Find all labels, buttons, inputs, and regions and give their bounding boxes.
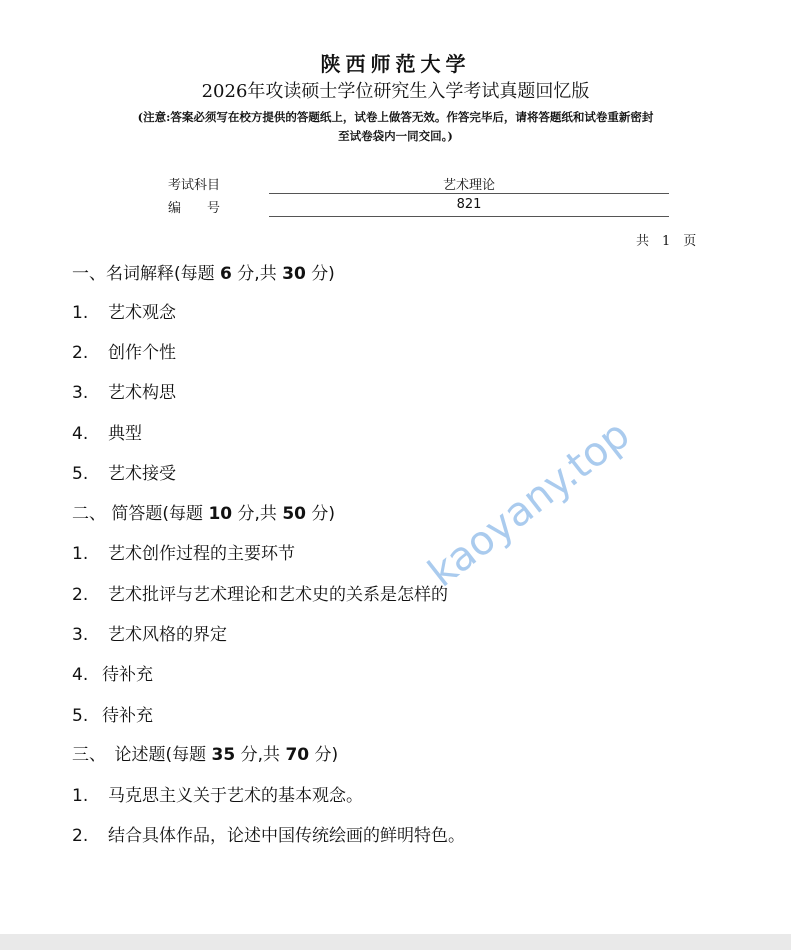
item-number: 3.: [72, 383, 89, 403]
watermark: kaoyany.top: [420, 411, 639, 597]
list-item: [72, 298, 176, 323]
code-label: 编 号: [168, 201, 221, 216]
list-item: [72, 459, 176, 484]
item-text: 创作个性: [108, 343, 176, 363]
list-item: [72, 580, 448, 605]
section-heading-1: [72, 259, 335, 284]
item-number: 2.: [72, 585, 89, 605]
section-3-suffix: 分): [314, 745, 339, 765]
item-text: 艺术构思: [108, 383, 176, 403]
item-text: 典型: [108, 424, 142, 444]
item-text: 待补充: [102, 665, 153, 685]
item-text: 马克思主义关于艺术的基本观念。: [108, 786, 363, 806]
item-text: 艺术批评与艺术理论和艺术史的关系是怎样的: [108, 585, 448, 605]
university-name: 陕西师范大学: [320, 52, 471, 76]
section-heading-3: [72, 740, 338, 765]
code-underline: [269, 216, 669, 217]
list-item: [72, 378, 176, 403]
section-1-points-total: 30: [282, 264, 306, 284]
item-number: 4.: [72, 424, 89, 444]
item-number: 2.: [72, 826, 89, 846]
item-text: 艺术创作过程的主要环节: [108, 544, 295, 564]
exam-title: 2026年攻读硕士学位研究生入学考试真题回忆版: [201, 81, 590, 102]
notice-line-1: (注意:答案必须写在校方提供的答题纸上，试卷上做答无效。作答完毕后，请将答题纸和试卷重新密封: [137, 110, 654, 124]
section-1-suffix: 分): [311, 264, 335, 284]
page-count: 共 1 页: [636, 234, 697, 249]
section-3-points-each: 35: [211, 745, 236, 765]
subject-row: [0, 174, 791, 194]
list-item: [72, 821, 465, 846]
item-number: 1.: [72, 544, 89, 564]
item-text: 艺术风格的界定: [108, 625, 227, 645]
list-item: [72, 338, 176, 363]
item-text: 艺术观念: [108, 303, 176, 323]
section-3-mid: 分,共: [240, 745, 281, 765]
section-2-mid: 分,共: [237, 504, 277, 524]
list-item: [72, 701, 153, 726]
item-number: 1.: [72, 303, 89, 323]
item-number: 3.: [72, 625, 89, 645]
section-1-points-each: 6: [220, 264, 232, 284]
list-item: [72, 620, 227, 645]
list-item: [72, 419, 142, 444]
section-1-mid: 分,共: [237, 264, 277, 284]
section-2-suffix: 分): [311, 504, 336, 524]
item-text: 结合具体作品，论述中国传统绘画的鲜明特色。: [108, 826, 465, 846]
item-number: 5.: [72, 706, 89, 726]
code-value: 821: [456, 197, 482, 212]
section-heading-2: [72, 499, 335, 524]
list-item: [72, 781, 363, 806]
notice-line-2: 至试卷袋内一同交回。): [338, 129, 453, 143]
item-number: 4.: [72, 665, 89, 685]
item-number: 2.: [72, 343, 89, 363]
section-3-points-total: 70: [285, 745, 310, 765]
section-3-prefix: 三、 论述题(每题: [72, 745, 207, 765]
section-2-prefix: 二、 简答题(每题: [72, 504, 204, 524]
item-text: 待补充: [102, 706, 153, 726]
section-2-points-total: 50: [282, 504, 307, 524]
exam-notice: [40, 108, 751, 146]
subject-underline: [269, 193, 669, 194]
item-number: 1.: [72, 786, 89, 806]
section-2-points-each: 10: [208, 504, 233, 524]
code-row: [0, 197, 791, 217]
item-text: 艺术接受: [108, 464, 176, 484]
list-item: [72, 660, 153, 685]
list-item: [72, 539, 295, 564]
section-1-prefix: 一、名词解释(每题: [72, 264, 215, 284]
subject-value: 艺术理论: [442, 178, 495, 193]
subject-label: 考试科目: [168, 178, 221, 193]
bottom-scroll-bar: [0, 934, 791, 950]
item-number: 5.: [72, 464, 89, 484]
